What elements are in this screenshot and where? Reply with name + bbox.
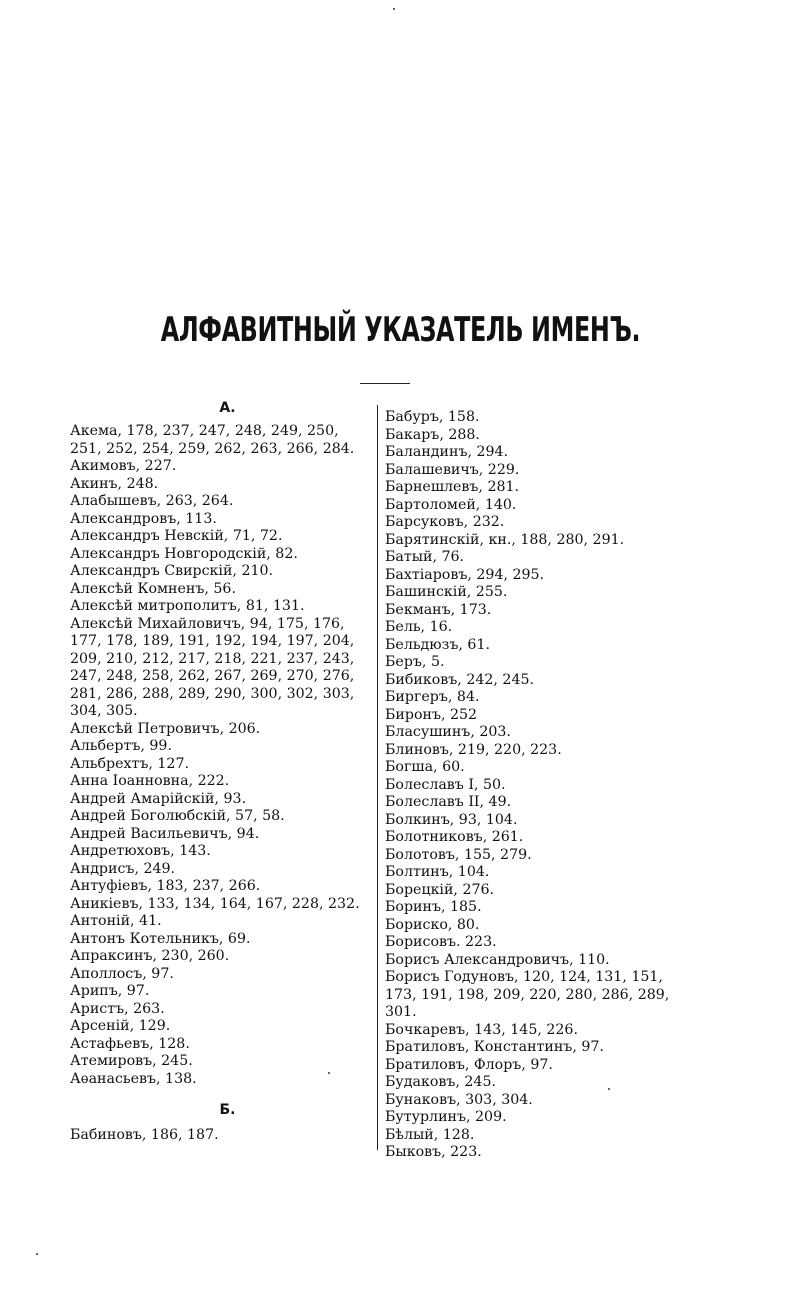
index-entry [385, 514, 685, 532]
index-entry [70, 528, 375, 546]
index-entry-line: Болеславъ I, 50. [385, 776, 506, 793]
index-entry [385, 532, 685, 550]
index-entry [70, 878, 375, 896]
index-entry [385, 882, 685, 900]
index-entry [385, 794, 685, 812]
index-entry [385, 1144, 685, 1162]
speck-mark [36, 1253, 38, 1255]
index-entry [70, 896, 375, 914]
index-entry-line: Аѳанасьевъ, 138. [70, 1070, 197, 1087]
index-entry-line: Акема, 178, 237, 247, 248, 249, 250, [70, 423, 339, 439]
index-entry [70, 913, 375, 931]
speck-mark [393, 8, 395, 10]
index-entry-line: 251, 252, 254, 259, 262, 263, 266, 284. [70, 440, 355, 457]
index-entry [70, 756, 375, 774]
index-entry-line: Барятинскій, кн., 188, 280, 291. [385, 531, 625, 548]
index-entry [70, 1018, 375, 1036]
index-entry [385, 1074, 685, 1092]
index-entry [385, 1057, 685, 1075]
index-entry-line: 177, 178, 189, 191, 192, 194, 197, 204, [70, 633, 355, 649]
index-entry-line: Альбертъ, 99. [70, 738, 172, 754]
index-entry [385, 1127, 685, 1145]
index-entry-line: Богша, 60. [385, 759, 465, 775]
index-entry [70, 423, 375, 458]
index-entry-line: Бунаковъ, 303, 304. [385, 1091, 533, 1108]
index-entry-line: Александръ Свирскій, 210. [70, 563, 274, 579]
index-entry-line: 173, 191, 198, 209, 220, 280, 286, 289, [385, 986, 670, 1003]
index-entry-line: Акимовъ, 227. [70, 458, 177, 474]
index-entry [385, 479, 685, 497]
index-entry [70, 1036, 375, 1054]
index-entry-line: Бельдюзъ, 61. [385, 636, 490, 653]
index-entry-line: Бѣлый, 128. [385, 1126, 475, 1143]
index-entry-line: Бутурлинъ, 209. [385, 1109, 507, 1125]
section-letter: А. [219, 400, 236, 416]
speck-mark [328, 1072, 330, 1074]
index-entry-line: Болтинъ, 104. [385, 864, 490, 880]
index-entry-line: 304, 305. [70, 703, 138, 719]
index-entry-line: Биргеръ, 84. [385, 689, 480, 705]
speck-mark [608, 1088, 610, 1090]
index-entry [385, 724, 685, 742]
index-entry-line: Бочкаревъ, 143, 145, 226. [385, 1021, 578, 1038]
index-entry-line: Борисъ Александровичъ, 110. [385, 951, 610, 968]
index-entry [385, 864, 685, 882]
index-entry-line: Алабышевъ, 263, 264. [70, 493, 234, 509]
index-entry [385, 427, 685, 445]
index-entry-line: Беръ, 5. [385, 654, 445, 670]
index-entry [385, 672, 685, 690]
index-entry [70, 1001, 375, 1019]
index-entry [70, 826, 375, 844]
index-entry [385, 1109, 685, 1127]
index-entry-line: 247, 248, 258, 262, 267, 269, 270, 276, [70, 668, 355, 684]
index-entry [385, 917, 685, 935]
index-entry-line: 301. [385, 1004, 417, 1020]
index-entry [385, 549, 685, 567]
index-entry-line: Братиловъ, Флоръ, 97. [385, 1056, 553, 1073]
index-entry-line: Барсуковъ, 232. [385, 514, 505, 530]
index-entry-line: Бласушинъ, 203. [385, 724, 511, 740]
index-entry-line: Будаковъ, 245. [385, 1074, 496, 1090]
index-entry-line: 209, 210, 212, 217, 218, 221, 237, 243, [70, 650, 355, 667]
index-entry-line: Анна Іоанновна, 222. [70, 773, 230, 789]
index-entry-line: Барнешлевъ, 281. [385, 479, 520, 495]
index-entry [70, 861, 375, 879]
index-entry-line: Арипъ, 97. [70, 983, 150, 999]
index-entry [70, 493, 375, 511]
index-entry-line: Алексѣй Комненъ, 56. [70, 580, 236, 597]
index-entry [70, 598, 375, 616]
index-entry [385, 952, 685, 970]
index-entry [385, 707, 685, 725]
index-entry-line: 281, 286, 288, 289, 290, 300, 302, 303, [70, 685, 355, 702]
index-entry-line: Боринъ, 185. [385, 899, 482, 915]
index-entry [70, 738, 375, 756]
index-entry [385, 777, 685, 795]
index-entry [70, 1127, 375, 1145]
index-entry-line: Быковъ, 223. [385, 1144, 482, 1160]
index-entry-line: Алексѣй Михайловичъ, 94, 175, 176, [70, 615, 345, 632]
index-entry-line: Болкинъ, 93, 104. [385, 811, 518, 828]
index-entry-line: Акинъ, 248. [70, 475, 159, 492]
index-entry-line: Балашевичъ, 229. [385, 461, 520, 478]
index-entry-line: Болотниковъ, 261. [385, 829, 524, 845]
index-entry [70, 791, 375, 809]
index-entry [70, 511, 375, 529]
index-entry-line: Алексѣй Петровичъ, 206. [70, 720, 261, 737]
index-entry-line: Бабуръ, 158. [385, 409, 480, 425]
index-entry-line: Блиновъ, 219, 220, 223. [385, 741, 562, 758]
index-entry-line: Бекманъ, 173. [385, 601, 492, 618]
index-entry [70, 563, 375, 581]
index-entry [70, 948, 375, 966]
index-entry [385, 654, 685, 672]
index-entry [385, 619, 685, 637]
index-entry [385, 637, 685, 655]
index-entry-line: Бель, 16. [385, 619, 453, 635]
index-entry-line: Апраксинъ, 230, 260. [70, 948, 230, 964]
index-entry-line: Андрей Васильевичъ, 94. [70, 825, 260, 842]
index-entry-line: Болотовъ, 155, 279. [385, 846, 532, 863]
index-entry [385, 409, 685, 427]
index-entry-line: Антонъ Котельникъ, 69. [70, 930, 251, 947]
index-entry [385, 1022, 685, 1040]
index-entry-line: Андрисъ, 249. [70, 860, 176, 877]
index-entry [385, 497, 685, 515]
section-letter: Б. [219, 1102, 236, 1118]
index-entry [385, 969, 685, 1022]
index-entry-line: Борецкій, 276. [385, 881, 495, 898]
index-entry [70, 616, 375, 721]
page-title: АЛФАВИТНЫЙ УКАЗАТЕЛЬ ИМЕНЪ. [160, 310, 641, 350]
index-entry-line: Алексѣй митрополитъ, 81, 131. [70, 598, 305, 614]
index-entry [70, 581, 375, 599]
index-entry [70, 843, 375, 861]
index-entry-line: Баландинъ, 294. [385, 444, 509, 460]
index-entry [70, 546, 375, 564]
index-entry [385, 742, 685, 760]
index-entry [385, 759, 685, 777]
index-entry-line: Болеславъ II, 49. [385, 794, 512, 810]
index-entry [385, 602, 685, 620]
index-entry-line: Бабиновъ, 186, 187. [70, 1127, 219, 1143]
index-entry-line: Братиловъ, Константинъ, 97. [385, 1039, 604, 1055]
index-entry-line: Андрей Боголюбскій, 57, 58. [70, 808, 285, 824]
title-divider [360, 383, 410, 384]
index-entry [385, 934, 685, 952]
index-entry [70, 458, 375, 476]
index-entry [385, 899, 685, 917]
index-entry [385, 444, 685, 462]
index-entry [70, 721, 375, 739]
index-entry [70, 773, 375, 791]
index-entry [70, 983, 375, 1001]
index-entry [70, 1053, 375, 1071]
index-entry [385, 1092, 685, 1110]
index-entry [70, 808, 375, 826]
index-entry [385, 1039, 685, 1057]
index-entry-line: Бахтіаровъ, 294, 295. [385, 566, 545, 583]
index-entry-line: Аристъ, 263. [70, 1000, 165, 1017]
index-entry-line: Башинскій, 255. [385, 584, 508, 600]
index-entry-line: Биронъ, 252 [385, 706, 478, 723]
index-entry-line: Андретюховъ, 143. [70, 843, 211, 859]
index-entry [385, 812, 685, 830]
index-entry [70, 931, 375, 949]
index-entry-line: Арсеній, 129. [70, 1018, 171, 1034]
index-entry-line: Антуфіевъ, 183, 237, 266. [70, 878, 261, 894]
index-entry-line: Андрей Амарійскій, 93. [70, 790, 247, 807]
left-column [70, 400, 375, 1145]
index-entry-line: Борисъ Годуновъ, 120, 124, 131, 151, [385, 969, 663, 985]
index-entry-line: Александръ Новгородскій, 82. [70, 545, 298, 562]
index-entry [70, 966, 375, 984]
index-entry [385, 462, 685, 480]
index-entry-line: Батый, 76. [385, 549, 465, 565]
index-entry-line: Астафьевъ, 128. [70, 1035, 190, 1052]
index-entry [385, 829, 685, 847]
index-entry [385, 689, 685, 707]
index-entry [70, 476, 375, 494]
index-entry-line: Бакаръ, 288. [385, 426, 480, 443]
index-entry-line: Борисовъ. 223. [385, 934, 497, 950]
index-entry-line: Александровъ, 113. [70, 510, 217, 527]
index-entry-line: Бартоломей, 140. [385, 496, 517, 513]
index-entry [385, 847, 685, 865]
index-entry-line: Атемировъ, 245. [70, 1053, 193, 1069]
index-entry-line: Альбрехтъ, 127. [70, 755, 189, 772]
index-entry-line: Аполлосъ, 97. [70, 965, 174, 982]
index-entry [385, 567, 685, 585]
index-entry-line: Антоній, 41. [70, 913, 162, 929]
right-column [385, 409, 685, 1162]
index-entry-line: Бориско, 80. [385, 916, 480, 933]
index-entry-line: Александръ Невскій, 71, 72. [70, 528, 283, 544]
column-divider [377, 405, 378, 1150]
index-entry [385, 584, 685, 602]
index-entry-line: Бибиковъ, 242, 245. [385, 671, 535, 688]
index-entry-line: Аникіевъ, 133, 134, 164, 167, 228, 232. [70, 895, 360, 912]
